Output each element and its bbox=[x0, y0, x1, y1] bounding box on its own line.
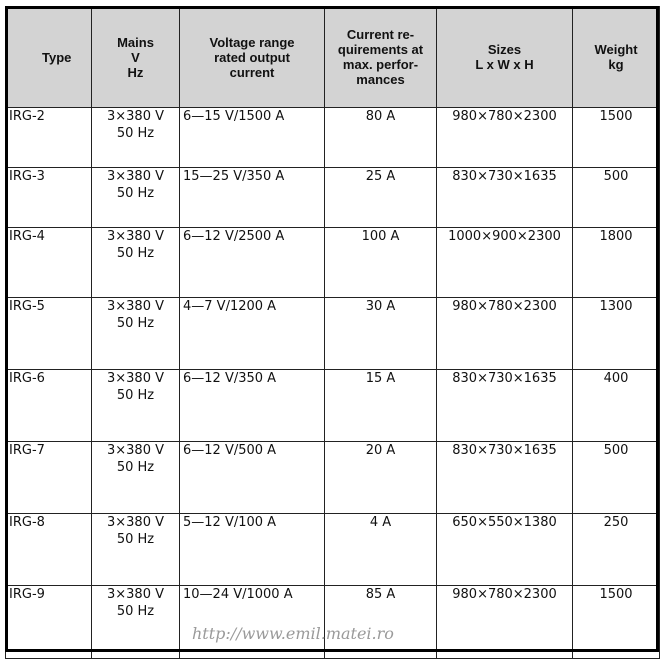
header-mains-line: Hz bbox=[127, 64, 144, 80]
table-frame bbox=[5, 6, 659, 652]
cell-sizes: 830×730×1635 bbox=[437, 370, 573, 442]
cell-sizes: 980×780×2300 bbox=[437, 108, 573, 168]
cell-weight: 400 bbox=[573, 370, 660, 442]
cell-mains-line: 50 Hz bbox=[116, 246, 155, 261]
header-sizes-line: L x W x H bbox=[475, 57, 534, 72]
header-current-line: quirements at bbox=[337, 42, 424, 57]
cell-mains-line: 50 Hz bbox=[116, 316, 155, 331]
cell-mains-line: 50 Hz bbox=[116, 532, 155, 547]
header-current-line: mances bbox=[356, 72, 405, 87]
header-current-line: Current re- bbox=[346, 27, 415, 42]
cell-current: 80 A bbox=[325, 108, 437, 168]
cell-type: IRG-7 bbox=[6, 442, 92, 514]
cell-mains-line: 3×380 V bbox=[106, 371, 164, 386]
cell-type: IRG-8 bbox=[6, 514, 92, 586]
cell-weight: 250 bbox=[573, 514, 660, 586]
cell-sizes: 830×730×1635 bbox=[437, 442, 573, 514]
cell-current: 25 A bbox=[325, 168, 437, 228]
cell-type: IRG-4 bbox=[6, 228, 92, 298]
cell-voltage: 10—24 V/1000 A bbox=[180, 586, 325, 659]
cell-sizes: 980×780×2300 bbox=[437, 586, 573, 659]
cell-current: 100 A bbox=[325, 228, 437, 298]
cell-mains-line: 50 Hz bbox=[116, 460, 155, 475]
cell-voltage: 6—15 V/1500 A bbox=[180, 108, 325, 168]
cell-current: 15 A bbox=[325, 370, 437, 442]
header-type: Type bbox=[6, 7, 92, 108]
header-weight-line: Weight bbox=[594, 42, 638, 57]
cell-mains-line: 50 Hz bbox=[116, 604, 155, 619]
cell-mains-line: 50 Hz bbox=[116, 126, 155, 141]
cell-type: IRG-3 bbox=[6, 168, 92, 228]
cell-mains-line: 3×380 V bbox=[106, 443, 164, 458]
header-current-line: max. perfor- bbox=[342, 57, 419, 72]
cell-sizes: 830×730×1635 bbox=[437, 168, 573, 228]
cell-mains-line: 50 Hz bbox=[116, 388, 155, 403]
cell-weight: 1800 bbox=[573, 228, 660, 298]
cell-mains-line: 3×380 V bbox=[106, 587, 164, 602]
header-mains-line: V bbox=[131, 49, 140, 65]
header-mains-line: Mains bbox=[117, 34, 154, 50]
cell-mains-line: 3×380 V bbox=[106, 299, 164, 314]
cell-current: 4 A bbox=[325, 514, 437, 586]
cell-mains-line: 50 Hz bbox=[116, 186, 155, 201]
cell-mains-line: 3×380 V bbox=[106, 515, 164, 530]
cell-type: IRG-2 bbox=[6, 108, 92, 168]
header-voltage-line: current bbox=[229, 64, 275, 80]
cell-weight: 1500 bbox=[573, 108, 660, 168]
cell-current: 30 A bbox=[325, 298, 437, 370]
cell-voltage: 6—12 V/500 A bbox=[180, 442, 325, 514]
cell-weight: 1300 bbox=[573, 298, 660, 370]
cell-voltage: 6—12 V/2500 A bbox=[180, 228, 325, 298]
cell-type: IRG-6 bbox=[6, 370, 92, 442]
header-voltage-line: rated output bbox=[214, 49, 290, 65]
cell-weight: 1500 bbox=[573, 586, 660, 659]
cell-voltage: 6—12 V/350 A bbox=[180, 370, 325, 442]
cell-sizes: 1000×900×2300 bbox=[437, 228, 573, 298]
cell-sizes: 650×550×1380 bbox=[437, 514, 573, 586]
cell-weight: 500 bbox=[573, 442, 660, 514]
cell-current: 20 A bbox=[325, 442, 437, 514]
cell-current: 85 A bbox=[325, 586, 437, 659]
cell-type: IRG-9 bbox=[6, 586, 92, 659]
header-sizes-line: Sizes bbox=[487, 42, 522, 57]
header-weight-line: kg bbox=[608, 57, 624, 72]
cell-type: IRG-5 bbox=[6, 298, 92, 370]
watermark: http://www.emil.matei.ro bbox=[192, 624, 394, 643]
cell-mains-line: 3×380 V bbox=[106, 229, 164, 244]
cell-weight: 500 bbox=[573, 168, 660, 228]
cell-mains-line: 3×380 V bbox=[106, 109, 164, 124]
header-voltage-line: Voltage range bbox=[209, 34, 295, 50]
cell-voltage: 5—12 V/100 A bbox=[180, 514, 325, 586]
cell-voltage: 4—7 V/1200 A bbox=[180, 298, 325, 370]
cell-sizes: 980×780×2300 bbox=[437, 298, 573, 370]
cell-mains-line: 3×380 V bbox=[106, 169, 164, 184]
cell-voltage: 15—25 V/350 A bbox=[180, 168, 325, 228]
